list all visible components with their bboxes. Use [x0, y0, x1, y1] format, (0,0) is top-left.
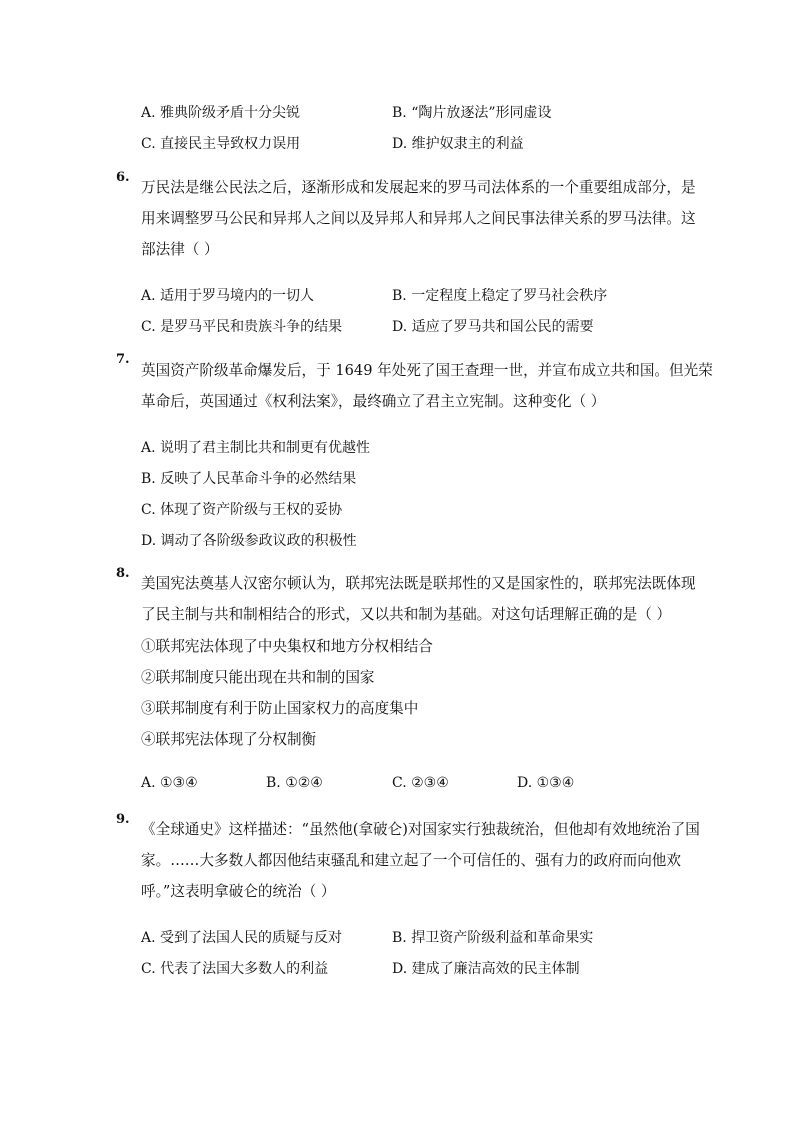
option-c: C. 体现了资产阶级与王权的妥协	[141, 502, 343, 518]
question-stem-line: 用来调整罗马公民和异邦人之间以及异邦人和异邦人之间民事法律关系的罗马法律。这	[141, 210, 696, 227]
option-c: C. 直接民主导致权力误用	[141, 136, 301, 152]
option-b: B. 捍卫资产阶级利益和革命果实	[392, 930, 594, 946]
question-number: 6.	[116, 170, 130, 185]
option-a: A. 受到了法国人民的质疑与反对	[141, 930, 343, 946]
question-stem-line: 万民法是继公民法之后，逐渐形成和发展起来的罗马司法体系的一个重要组成部分，是	[141, 179, 696, 196]
option-b: B. “陶片放逐法”形同虚设	[392, 105, 552, 121]
statement-2: ②联邦制度只能出现在共和制的国家	[141, 669, 375, 686]
statement-3: ③联邦制度有利于防止国家权力的高度集中	[141, 700, 419, 717]
option-c: C. ②③④	[392, 775, 449, 791]
option-d: D. 维护奴隶主的利益	[392, 136, 524, 152]
statement-4: ④联邦宪法体现了分权制衡	[141, 731, 317, 748]
question-number: 8.	[116, 566, 130, 581]
question-number: 9.	[116, 812, 130, 827]
option-c: C. 代表了法国大多数人的利益	[141, 961, 329, 977]
option-b: B. 一定程度上稳定了罗马社会秩序	[392, 288, 608, 304]
option-d: D. 调动了各阶级参政议政的积极性	[141, 533, 357, 549]
option-a: A. 雅典阶级矛盾十分尖锐	[141, 105, 301, 121]
option-d: D. 适应了罗马共和国公民的需要	[392, 319, 594, 335]
question-stem-line: 呼。”这表明拿破仑的统治（ ）	[141, 883, 336, 900]
question-stem-line: 革命后，英国通过《权利法案》，最终确立了君主立宪制。这种变化（ ）	[141, 393, 606, 410]
option-b: B. ①②④	[266, 775, 323, 791]
question-stem-line: 《全球通史》这样描述：“虽然他(拿破仑)对国家实行独裁统治，但他却有效地统治了国	[141, 821, 700, 838]
option-a: A. 适用于罗马境内的一切人	[141, 288, 315, 304]
question-stem-line: 家。……大多数人都因他结束骚乱和建立起了一个可信任的、强有力的政府而向他欢	[141, 852, 681, 869]
option-a: A. ①③④	[141, 775, 198, 791]
question-number: 7.	[116, 352, 130, 367]
option-d: D. ①③④	[517, 775, 575, 791]
question-stem-line: 英国资产阶级革命爆发后，于 1649 年处死了国王查理一世，并宣布成立共和国。但光荣	[141, 362, 713, 379]
option-a: A. 说明了君主制比共和制更有优越性	[141, 440, 371, 456]
question-stem-line: 部法律（ ）	[141, 241, 219, 258]
option-c: C. 是罗马平民和贵族斗争的结果	[141, 319, 343, 335]
option-d: D. 建成了廉洁高效的民主体制	[392, 961, 580, 977]
question-stem-line: 了民主制与共和制相结合的形式，又以共和制为基础。对这句话理解正确的是（ ）	[141, 606, 672, 623]
option-b: B. 反映了人民革命斗争的必然结果	[141, 471, 357, 487]
question-stem-line: 美国宪法奠基人汉密尔顿认为，联邦宪法既是联邦性的又是国家性的，联邦宪法既体现	[141, 575, 696, 592]
statement-1: ①联邦宪法体现了中央集权和地方分权相结合	[141, 638, 433, 655]
